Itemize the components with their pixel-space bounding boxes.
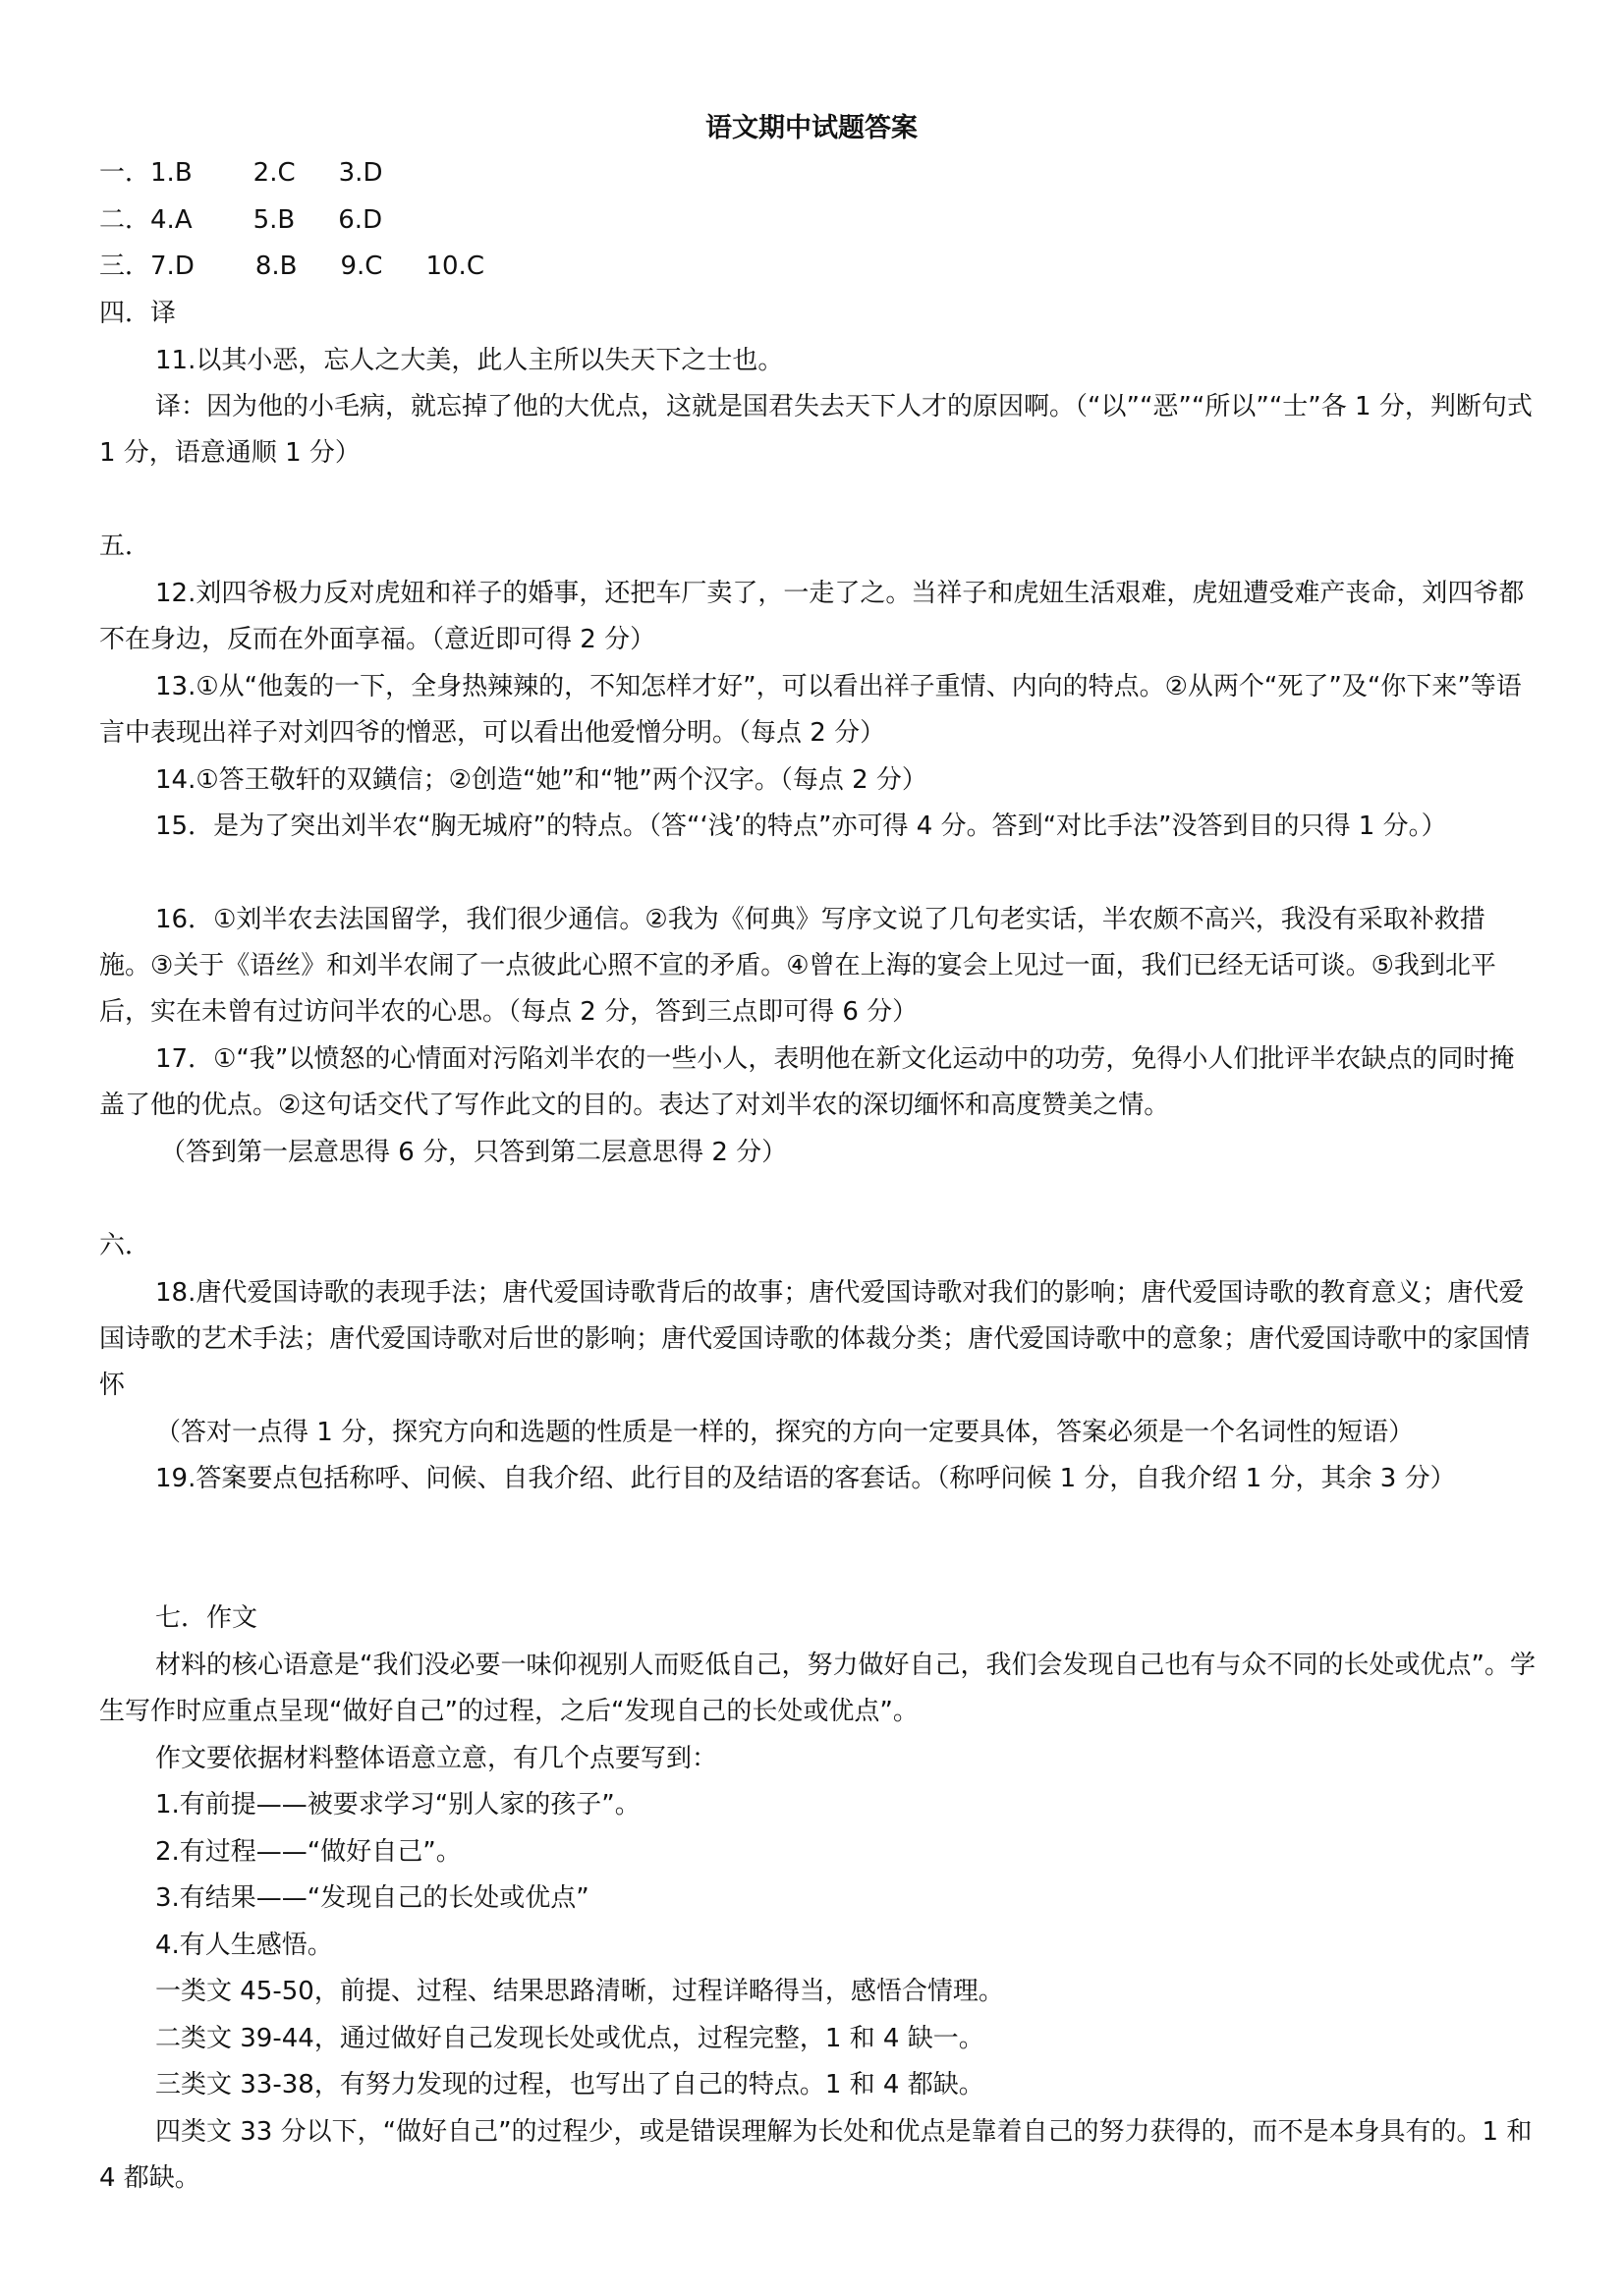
question-19: 19.答案要点包括称呼、问候、自我介绍、此行目的及结语的客套话。（称呼问候 1 分，自我介绍 1 分，其余 3 分）	[155, 1464, 1456, 1493]
section-6-label: 六．	[99, 1231, 151, 1260]
section-2-label: 二．	[99, 205, 151, 235]
question-13: 13.①从“他轰的一下，全身热辣辣的，不知怎样才好”，可以看出祥子重情、内向的特点。②从两个“死了”及“你下来”等语言中表现出祥子对刘四爷的憎恶，可以看出他爱憎分明。（每点 2 分）	[99, 672, 1522, 748]
essay-point-1: 1.有前提——被要求学习“别人家的孩子”。	[155, 1790, 641, 1820]
answer-9: 9.C	[340, 252, 383, 281]
answer-1: 1.B	[150, 158, 193, 188]
essay-grade-1: 一类文 45-50，前提、过程、结果思路清晰，过程详略得当，感悟合情理。	[155, 1977, 1004, 2006]
question-15: 15．是为了突出刘半农“胸无城府”的特点。（答“‘浅’的特点”亦可得 4 分。答到“对比手法”没答到目的只得 1 分。）	[155, 812, 1447, 841]
question-17: 17．①“我”以愤怒的心情面对污陷刘半农的一些小人，表明他在新文化运动中的功劳，免得小人们批评半农缺点的同时掩盖了他的优点。②这句话交代了写作此文的目的。表达了对刘半农的深切缅怀和高度赞美之情。	[99, 1044, 1515, 1120]
section-2-answers	[99, 197, 1536, 244]
essay-grade-3: 三类文 33-38，有努力发现的过程，也写出了自己的特点。1 和 4 都缺。	[155, 2070, 984, 2100]
answer-2: 2.C	[252, 158, 296, 188]
question-11-translation: 译：因为他的小毛病，就忘掉了他的大优点，这就是国君失去天下人才的原因啊。（“以”“恶”“所以”“士”各 1 分，判断句式 1 分，语意通顺 1 分）	[99, 392, 1533, 468]
section-3-label: 三．	[99, 252, 151, 281]
essay-point-4: 4.有人生感悟。	[155, 1931, 333, 1960]
section-1-label: 一．	[99, 158, 151, 188]
question-18-score: （答对一点得 1 分，探究方向和选题的性质是一样的，探究的方向一定要具体，答案必须是一个名词性的短语）	[155, 1418, 1415, 1447]
question-12: 12.刘四爷极力反对虎妞和祥子的婚事，还把车厂卖了，一走了之。当祥子和虎妞生活艰难，虎妞遭受难产丧命，刘四爷都不在身边，反而在外面享福。（意近即可得 2 分）	[99, 579, 1525, 654]
answer-7: 7.D	[150, 252, 195, 281]
answer-5: 5.B	[252, 205, 296, 235]
essay-grade-2: 二类文 39-44，通过做好自己发现长处或优点，过程完整，1 和 4 缺一。	[155, 2024, 984, 2053]
section-7-label: 七．作文	[155, 1603, 258, 1633]
essay-grade-4: 四类文 33 分以下，“做好自己”的过程少，或是错误理解为长处和优点是靠着自己的努力获得的，而不是本身具有的。1 和 4 都缺。	[99, 2117, 1533, 2193]
page-title: 语文期中试题答案	[705, 113, 918, 143]
answer-4: 4.A	[150, 205, 193, 235]
essay-point-2: 2.有过程——“做好自己”。	[155, 1837, 462, 1867]
question-18: 18.唐代爱国诗歌的表现手法；唐代爱国诗歌背后的故事；唐代爱国诗歌对我们的影响；唐代爱国诗歌的教育意义；唐代爱国诗歌的艺术手法；唐代爱国诗歌对后世的影响；唐代爱国诗歌的体裁分类；唐代爱国诗歌中的意象；唐代爱国诗歌中的家国情怀	[99, 1278, 1531, 1400]
answer-10: 10.C	[425, 252, 484, 281]
answer-6: 6.D	[338, 205, 383, 235]
question-17-score: （答到第一层意思得 6 分，只答到第二层意思得 2 分）	[160, 1138, 788, 1167]
section-1-answers	[99, 150, 1536, 196]
question-16: 16．①刘半农去法国留学，我们很少通信。②我为《何典》写序文说了几句老实话，半农颇不高兴，我没有采取补救措施。③关于《语丝》和刘半农闹了一点彼此心照不宣的矛盾。④曾在上海的宴会上见过一面，我们已经无话可谈。⑤我到北平后，实在未曾有过访问半农的心思。（每点 2 分，答到三点即可得 6 分）	[99, 905, 1496, 1027]
question-11: 11.以其小恶，忘人之大美，此人主所以失天下之士也。	[155, 346, 784, 375]
essay-core-meaning: 材料的核心语意是“我们没必要一味仰视别人而贬低自己，努力做好自己，我们会发现自己也有与众不同的长处或优点”。学生写作时应重点呈现“做好自己”的过程，之后“发现自己的长处或优点”。	[99, 1651, 1536, 1726]
essay-point-3: 3.有结果——“发现自己的长处或优点”	[155, 1883, 589, 1913]
section-4-label: 四．译	[99, 299, 177, 328]
answer-8: 8.B	[254, 252, 298, 281]
section-3-answers	[99, 244, 1536, 290]
essay-requirements-intro: 作文要依据材料整体语意立意，有几个点要写到：	[155, 1744, 718, 1773]
answer-3: 3.D	[338, 158, 383, 188]
section-5-label: 五．	[99, 532, 151, 561]
question-14: 14.①答王敬轩的双鐄信；②创造“她”和“牠”两个汉字。（每点 2 分）	[155, 765, 927, 795]
